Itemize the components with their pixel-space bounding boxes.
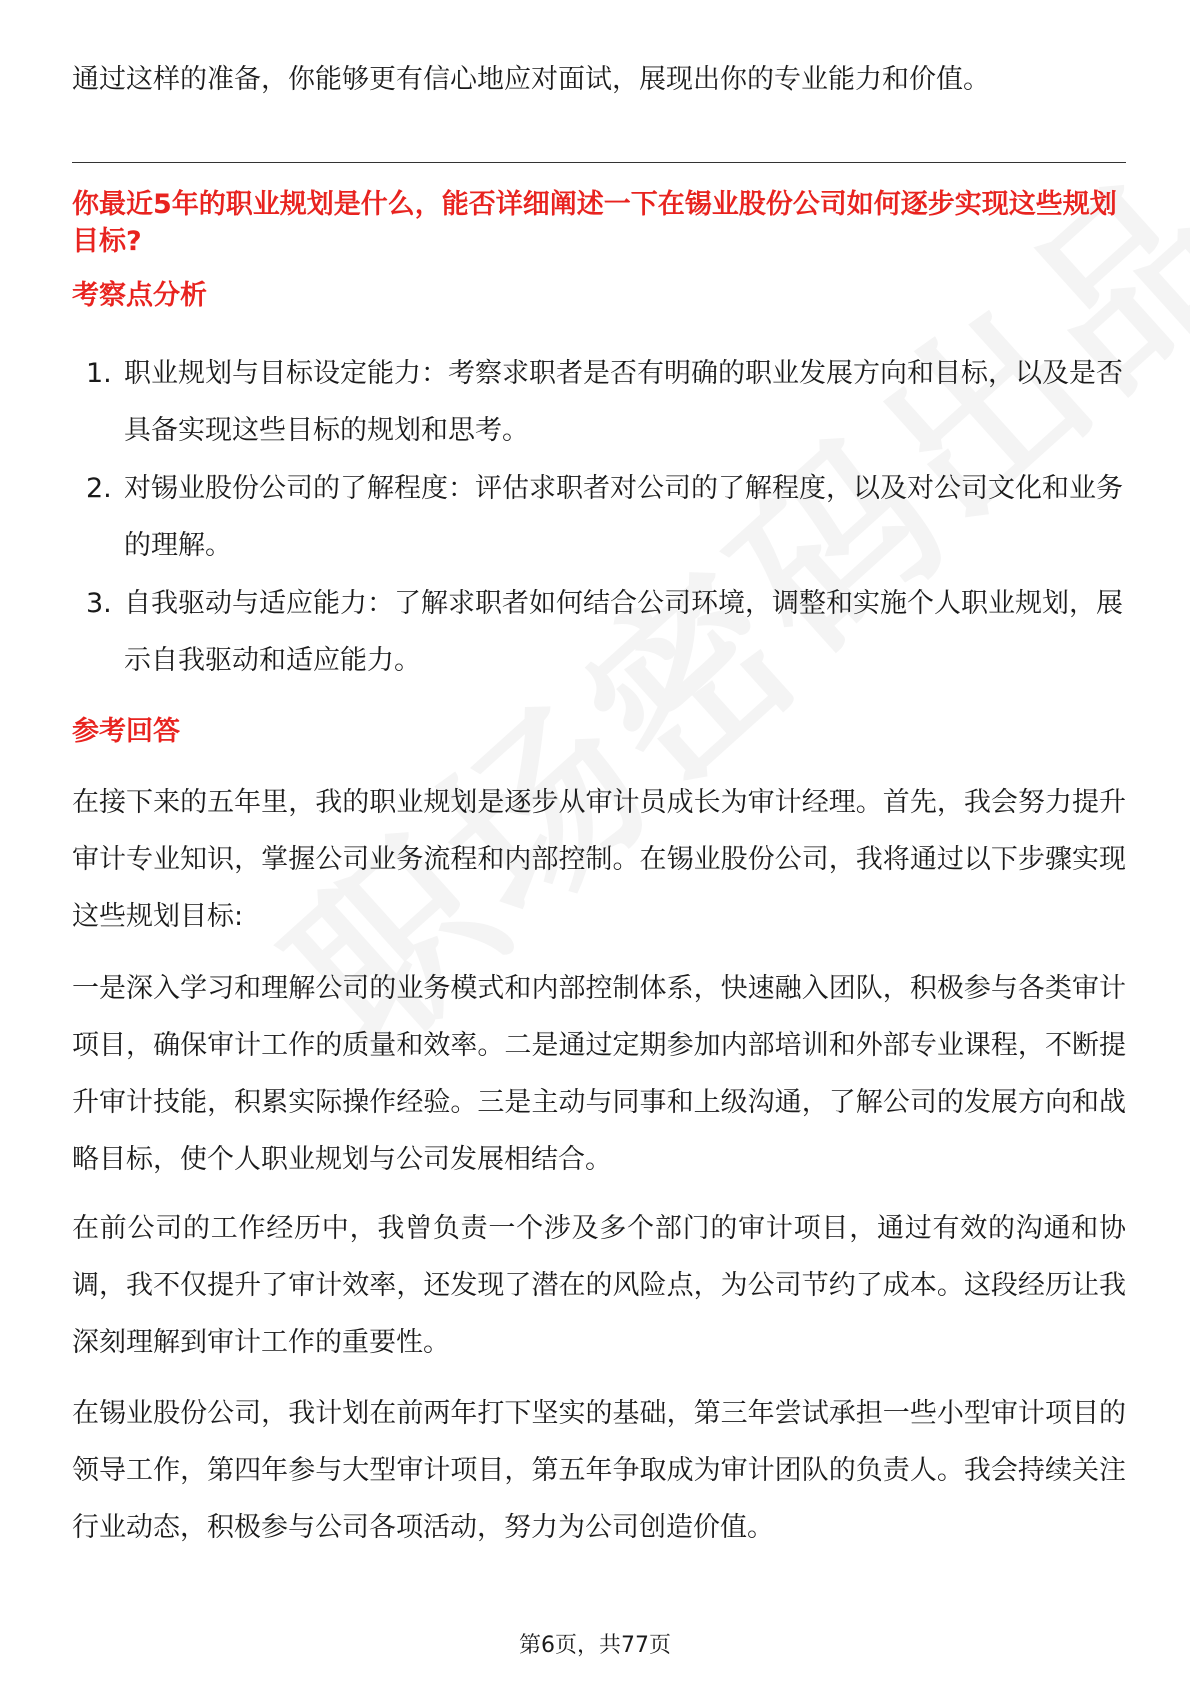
section-divider <box>72 162 1126 163</box>
list-item-text: 对锡业股份公司的了解程度：评估求职者对公司的了解程度，以及对公司文化和业务的理解。 <box>124 473 1123 561</box>
list-item-number: 2. <box>86 473 112 504</box>
answer-paragraph: 一是深入学习和理解公司的业务模式和内部控制体系，快速融入团队，积极参与各类审计项目，确保审计工作的质量和效率。二是通过定期参加内部培训和外部专业课程，不断提升审计技能，积累实际操作经验。三是主动与同事和上级沟通，了解公司的发展方向和战略目标，使个人职业规划与公司发展相结合。 <box>72 973 1126 1175</box>
answer-heading: 参考回答 <box>72 716 180 747</box>
question-title: 你最近5年的职业规划是什么，能否详细阐述一下在锡业股份公司如何逐步实现这些规划目标? <box>72 189 1117 257</box>
analysis-heading: 考察点分析 <box>72 280 207 311</box>
list-item-number: 1. <box>86 358 112 389</box>
answer-paragraph: 在接下来的五年里，我的职业规划是逐步从审计员成长为审计经理。首先，我会努力提升审计专业知识，掌握公司业务流程和内部控制。在锡业股份公司，我将通过以下步骤实现这些规划目标: <box>72 787 1126 932</box>
list-item-text: 自我驱动与适应能力：了解求职者如何结合公司环境，调整和实施个人职业规划，展示自我驱动和适应能力。 <box>124 588 1123 676</box>
answer-paragraph: 在锡业股份公司，我计划在前两年打下坚实的基础，第三年尝试承担一些小型审计项目的领导工作，第四年参与大型审计项目，第五年争取成为审计团队的负责人。我会持续关注行业动态，积极参与公司各项活动，努力为公司创造价值。 <box>72 1398 1126 1543</box>
analysis-list <box>72 345 1126 690</box>
list-item <box>72 345 1126 459</box>
list-item-number: 3. <box>86 588 112 619</box>
page-number-footer: 第6页，共77页 <box>519 1633 671 1658</box>
list-item <box>72 460 1126 574</box>
lead-paragraph: 通过这样的准备，你能够更有信心地应对面试，展现出你的专业能力和价值。 <box>72 64 990 95</box>
answer-paragraph: 在前公司的工作经历中，我曾负责一个涉及多个部门的审计项目，通过有效的沟通和协调，我不仅提升了审计效率，还发现了潜在的风险点，为公司节约了成本。这段经历让我深刻理解到审计工作的重要性。 <box>72 1213 1126 1358</box>
list-item-text: 职业规划与目标设定能力：考察求职者是否有明确的职业发展方向和目标，以及是否具备实现这些目标的规划和思考。 <box>124 358 1123 446</box>
list-item <box>72 575 1126 689</box>
